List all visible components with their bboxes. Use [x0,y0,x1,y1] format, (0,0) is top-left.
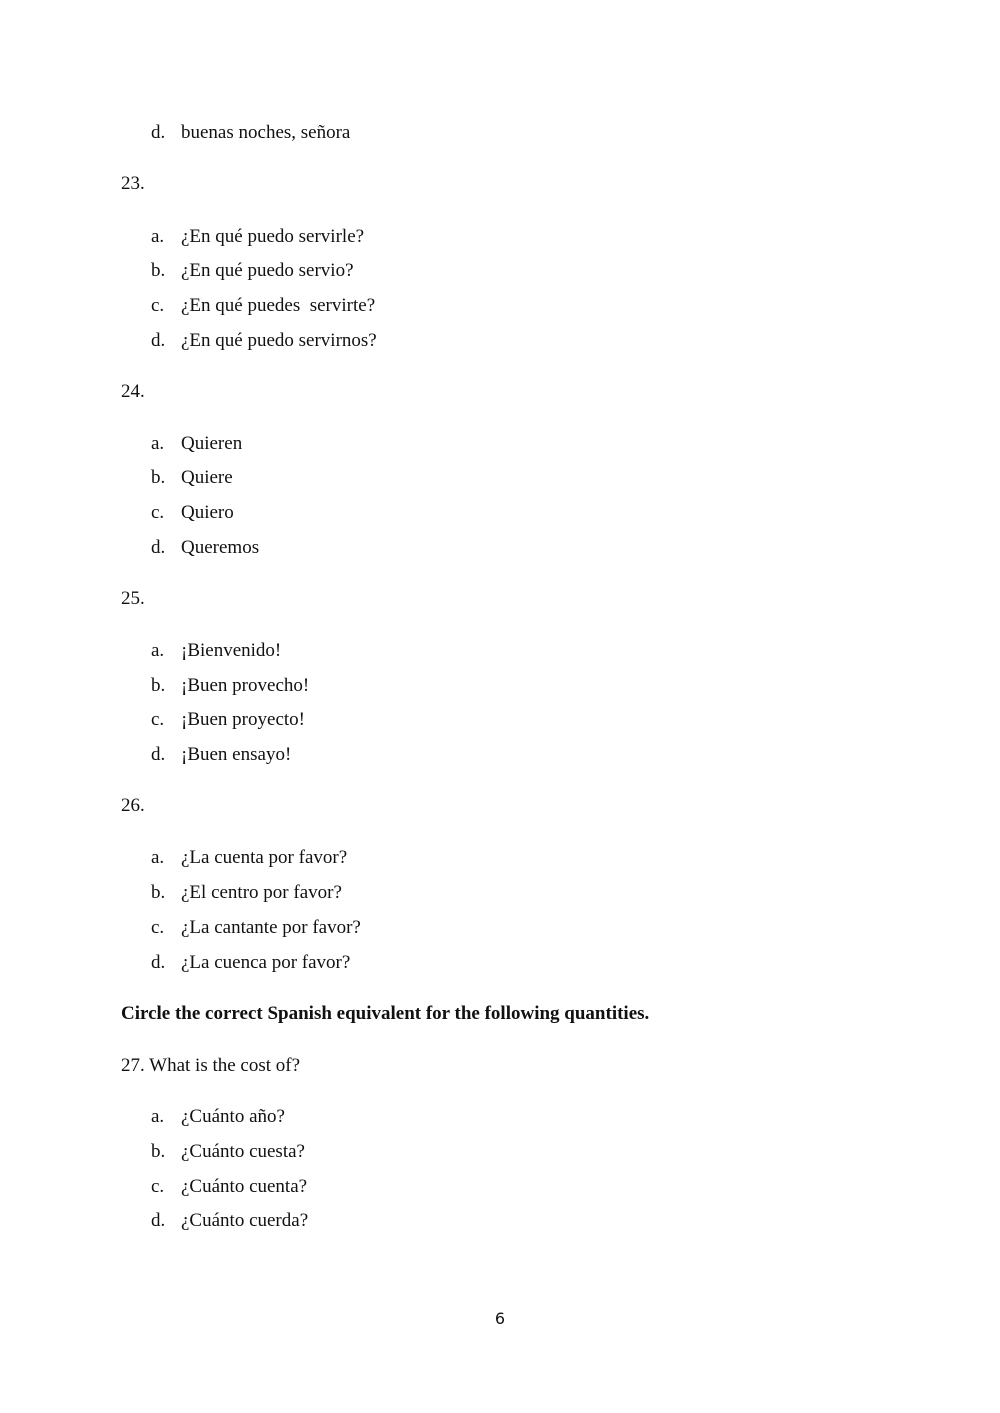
option-text: ¿Cuánto año? [181,1106,285,1127]
option-letter: d. [151,952,166,973]
option-letter: a. [151,847,165,868]
question-prompt-27: 27. What is the cost of? [121,1055,301,1076]
option-text: ¿La cuenta por favor? [181,847,348,868]
question-number-24: 24. [121,381,145,402]
option-text: ¿En qué puedo servio? [181,260,354,281]
question-number-23: 23. [121,173,145,194]
option-text: ¡Buen ensayo! [181,744,292,765]
option-text: ¡Buen proyecto! [181,709,305,730]
option-text: ¿En qué puedo servirnos? [181,330,377,351]
option-letter: d. [151,537,166,558]
option-text: Quiere [181,467,233,488]
option-letter: d. [151,122,166,143]
option-text: buenas noches, señora [181,122,351,143]
option-letter: b. [151,1141,166,1162]
option-text: ¡Bienvenido! [181,640,282,661]
question-number-26: 26. [121,795,145,816]
option-letter: c. [151,709,165,730]
option-letter: b. [151,260,166,281]
option-text: ¿En qué puedo servirle? [181,226,365,247]
option-text: Queremos [181,537,260,558]
page-number: 6 [494,1309,506,1328]
option-text: Quieren [181,433,243,454]
option-letter: a. [151,226,165,247]
option-letter: d. [151,330,166,351]
option-text: Quiero [181,502,234,523]
option-text: ¿En qué puedes servirte? [181,295,376,316]
option-text: ¿Cuánto cuerda? [181,1210,309,1231]
option-text: ¿La cantante por favor? [181,917,361,938]
option-letter: d. [151,1210,166,1231]
option-letter: b. [151,675,166,696]
option-letter: a. [151,433,165,454]
option-letter: c. [151,1176,165,1197]
option-text: ¿La cuenca por favor? [181,952,351,973]
option-letter: a. [151,1106,165,1127]
question-number-25: 25. [121,588,145,609]
option-letter: b. [151,467,166,488]
option-text: ¿Cuánto cuenta? [181,1176,308,1197]
option-letter: c. [151,295,165,316]
option-letter: c. [151,502,165,523]
option-text: ¿El centro por favor? [181,882,342,903]
option-text: ¿Cuánto cuesta? [181,1141,305,1162]
section-instruction: Circle the correct Spanish equivalent for the following quantities. [121,1003,650,1024]
option-letter: a. [151,640,165,661]
option-letter: b. [151,882,166,903]
option-text: ¡Buen provecho! [181,675,310,696]
option-letter: c. [151,917,165,938]
option-letter: d. [151,744,166,765]
